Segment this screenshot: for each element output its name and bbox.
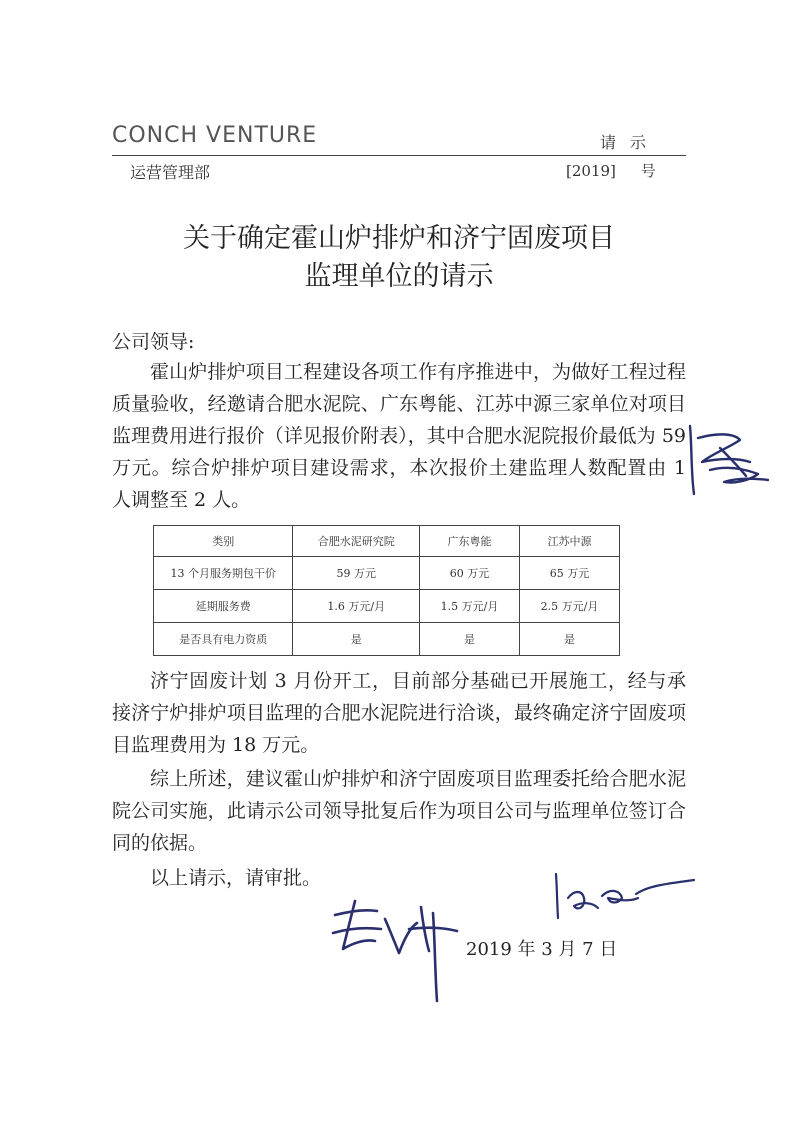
approver-signature [548,868,698,924]
paragraph-1: 霍山炉排炉项目工程建设各项工作有序推进中，为做好工程过程质量验收，经邀请合肥水泥院、广东粤能、江苏中源三家单位对项目监理费用进行报价（详见报价附表），其中合肥水泥院报价最低为 59 万元。综合炉排炉项目建设需求，本次报价土建监理人数配置由 1 人调整至 2 人。 [112,361,686,511]
department-name: 运营管理部 [130,163,211,182]
table-cell: 是 [293,623,420,656]
table-row [154,623,620,656]
leader-signature [325,893,465,1005]
document-type: 请示 [600,133,661,152]
table-header-cell: 类别 [154,526,293,557]
table-cell: 延期服务费 [154,590,293,623]
document-title [112,220,686,296]
table-header-cell: 合肥水泥研究院 [293,526,420,557]
paragraph-4: 以上请示，请审批。 [150,867,322,889]
table-cell: 1.6 万元/月 [293,590,420,623]
table-cell: 是 [420,623,520,656]
table-row [154,590,620,623]
quote-table [153,525,620,656]
title-line-1: 关于确定霍山炉排炉和济宁固废项目 [183,223,615,254]
document-number-year: [2019] [566,162,616,180]
salutation: 公司领导: [112,331,195,353]
document-date: 2019 年 3 月 7 日 [466,939,618,960]
table-cell: 是否具有电力资质 [154,623,293,656]
table-cell: 是 [520,623,620,656]
table-row [154,557,620,590]
title-line-2: 监理单位的请示 [304,261,494,292]
table-cell: 65 万元 [520,557,620,590]
table-cell: 59 万元 [293,557,420,590]
paragraph-3: 综上所述，建议霍山炉排炉和济宁固废项目监理委托给合肥水泥院公司实施，此请示公司领导批复后作为项目公司与监理单位签订合同的依据。 [112,768,686,854]
document-number [566,160,656,181]
table-cell: 2.5 万元/月 [520,590,620,623]
header-divider [112,155,686,156]
table-header-row [154,526,620,557]
table-header-cell: 江苏中源 [520,526,620,557]
document-number-suffix: 号 [640,162,656,180]
table-cell: 13 个月服务期包干价 [154,557,293,590]
table-cell: 60 万元 [420,557,520,590]
company-logo: CONCH VENTURE [112,123,318,148]
table-header-cell: 广东粤能 [420,526,520,557]
table-cell: 1.5 万元/月 [420,590,520,623]
paragraph-2: 济宁固废计划 3 月份开工，目前部分基础已开展施工，经与承接济宁炉排炉项目监理的合肥水泥院进行洽谈，最终确定济宁固废项目监理费用为 18 万元。 [112,670,686,756]
margin-initials-signature [680,418,772,498]
